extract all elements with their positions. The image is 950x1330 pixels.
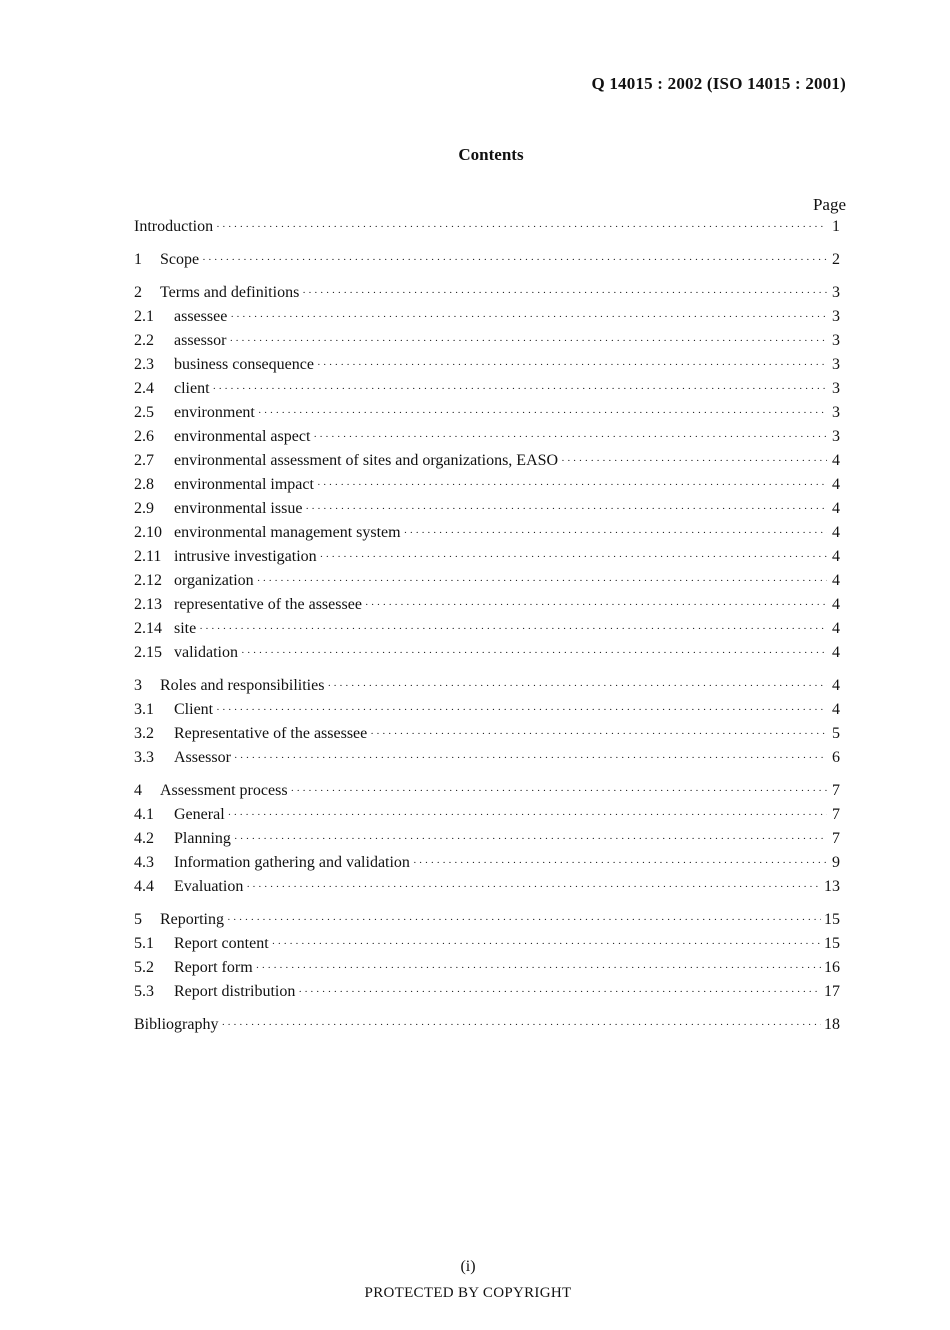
toc-entry[interactable] [134,305,840,329]
dot-leader [302,281,827,305]
toc-entry[interactable] [134,593,840,617]
toc-group [134,281,840,665]
toc-entry-page: 4 [832,701,840,718]
toc-entry[interactable] [134,851,840,875]
toc-entry-page: 3 [832,428,840,445]
dot-leader [202,248,827,272]
toc-entry-label: Terms and definitions [160,284,300,301]
toc-entry-page: 15 [824,935,840,952]
toc-entry-number: 5.2 [134,959,154,976]
toc-entry-page: 4 [832,620,840,637]
dot-leader [216,698,827,722]
toc-entry-number: 5 [134,911,142,928]
dot-leader [561,449,827,473]
toc-entry[interactable] [134,956,840,980]
dot-leader [258,401,827,425]
dot-leader [320,545,827,569]
dot-leader [234,746,827,770]
toc-entry[interactable] [134,248,840,272]
toc-entry-label: environmental issue [174,500,303,517]
toc-entry[interactable] [134,425,840,449]
toc-entry-page: 4 [832,452,840,469]
dot-leader [365,593,827,617]
toc-entry[interactable] [134,779,840,803]
dot-leader [370,722,827,746]
toc-entry-number: 2.6 [134,428,154,445]
toc-entry-number: 4.3 [134,854,154,871]
toc-entry-label: environmental assessment of sites and organizations, EASO [174,452,559,469]
toc-entry[interactable] [134,521,840,545]
toc-entry-page: 3 [832,332,840,349]
toc-entry[interactable] [134,1013,840,1037]
toc-entry-label: Report content [174,935,269,952]
toc-entry-number: 5.3 [134,983,154,1000]
toc-entry-page: 7 [832,830,840,847]
toc-entry[interactable] [134,932,840,956]
toc-entry[interactable] [134,980,840,1004]
dot-leader [413,851,827,875]
page-column-label: Page [812,195,846,214]
toc-entry[interactable] [134,674,840,698]
toc-entry-label: Roles and responsibilities [160,677,325,694]
dot-leader [228,803,827,827]
toc-entry-number: 2.10 [134,524,162,541]
toc-entry-number: 4 [134,782,142,799]
toc-entry-number: 2.12 [134,572,162,589]
dot-leader [241,641,827,665]
toc-entry[interactable] [134,215,840,239]
toc-entry-number: 2.2 [134,332,154,349]
toc-entry-number: 3.3 [134,749,154,766]
dot-leader [221,1013,821,1037]
toc-entry-page: 2 [832,251,840,268]
toc-entry-number: 2.7 [134,452,154,469]
toc-entry-label: assessor [174,332,227,349]
dot-leader [404,521,827,545]
toc-entry-page: 4 [832,644,840,661]
dot-leader [213,377,827,401]
toc-entry-page: 18 [824,1016,840,1033]
toc-entry-page: 16 [824,959,840,976]
toc-entry-label: environmental management system [174,524,401,541]
toc-entry-label: Bibliography [134,1016,219,1033]
dot-leader [230,305,827,329]
toc-entry-page: 13 [824,878,840,895]
dot-leader [327,674,827,698]
toc-entry-number: 3.2 [134,725,154,742]
toc-entry-page: 3 [832,404,840,421]
toc-entry[interactable] [134,722,840,746]
dot-leader [305,497,827,521]
toc-entry-label: Report form [174,959,253,976]
toc-entry-label: validation [174,644,238,661]
dot-leader [227,908,821,932]
toc-entry[interactable] [134,827,840,851]
toc-entry-label: Assessor [174,749,231,766]
toc-entry-label: Reporting [160,911,224,928]
toc-entry-number: 2.13 [134,596,162,613]
dot-leader [298,980,821,1004]
toc-entry-number: 4.1 [134,806,154,823]
toc-entry-page: 1 [832,218,840,235]
toc-group [134,674,840,770]
dot-leader [313,425,827,449]
toc-entry[interactable] [134,617,840,641]
footer-copyright: PROTECTED BY COPYRIGHT [364,1285,572,1301]
toc-entry[interactable] [134,698,840,722]
toc-entry-number: 5.1 [134,935,154,952]
toc-entry[interactable] [134,641,840,665]
toc-entry-label: organization [174,572,254,589]
toc-entry-label: site [174,620,197,637]
toc-entry-page: 7 [832,806,840,823]
toc-entry-page: 4 [832,500,840,517]
toc-entry-label: Introduction [134,218,214,235]
toc-entry-label: General [174,806,225,823]
toc-entry[interactable] [134,908,840,932]
toc-entry[interactable] [134,545,840,569]
toc-group [134,215,840,239]
toc-group [134,779,840,899]
toc-entry-page: 3 [832,380,840,397]
toc-entry[interactable] [134,473,840,497]
toc-entry[interactable] [134,377,840,401]
dot-leader [291,779,827,803]
toc-entry[interactable] [134,569,840,593]
toc-entry-number: 3.1 [134,701,154,718]
toc-entry-label: representative of the assessee [174,596,362,613]
toc-entry-number: 4.4 [134,878,154,895]
dot-leader [229,329,827,353]
toc-group [134,1013,840,1037]
dot-leader [257,569,827,593]
toc-entry-number: 4.2 [134,830,154,847]
table-of-contents [134,215,840,1046]
toc-entry-number: 2.5 [134,404,154,421]
toc-entry-label: environmental impact [174,476,314,493]
toc-entry-label: Assessment process [160,782,288,799]
toc-entry-page: 6 [832,749,840,766]
toc-entry-page: 7 [832,782,840,799]
toc-entry-label: intrusive investigation [174,548,317,565]
toc-entry[interactable] [134,353,840,377]
toc-entry-page: 17 [824,983,840,1000]
toc-entry-page: 4 [832,572,840,589]
toc-entry-label: Representative of the assessee [174,725,368,742]
toc-entry-label: Information gathering and validation [174,854,410,871]
toc-entry-page: 5 [832,725,840,742]
toc-entry-label: Planning [174,830,231,847]
dot-leader [216,215,827,239]
toc-entry-number: 2.11 [134,548,162,565]
toc-entry-number: 2.3 [134,356,154,373]
toc-entry-page: 15 [824,911,840,928]
toc-entry[interactable] [134,281,840,305]
toc-entry-label: business consequence [174,356,314,373]
toc-entry-number: 2 [134,284,142,301]
toc-entry-number: 2.4 [134,380,154,397]
dot-leader [256,956,821,980]
toc-entry-number: 2.15 [134,644,162,661]
toc-entry-number: 2.1 [134,308,154,325]
dot-leader [199,617,827,641]
toc-entry-page: 3 [832,308,840,325]
toc-entry-label: Client [174,701,214,718]
toc-entry[interactable] [134,401,840,425]
toc-entry-page: 3 [832,356,840,373]
dot-leader [317,353,827,377]
toc-entry[interactable] [134,803,840,827]
toc-entry[interactable] [134,746,840,770]
contents-title: Contents [458,145,524,164]
toc-entry[interactable] [134,329,840,353]
dot-leader [317,473,827,497]
toc-entry-label: environmental aspect [174,428,311,445]
toc-entry[interactable] [134,875,840,899]
footer-page-number: (i) [460,1258,476,1275]
toc-entry-label: Evaluation [174,878,244,895]
toc-entry-page: 4 [832,476,840,493]
dot-leader [272,932,821,956]
toc-entry-number: 3 [134,677,142,694]
toc-entry[interactable] [134,449,840,473]
toc-entry-page: 4 [832,524,840,541]
toc-entry-number: 2.8 [134,476,154,493]
toc-group [134,908,840,1004]
toc-entry-page: 4 [832,677,840,694]
toc-entry-number: 2.14 [134,620,162,637]
toc-entry-label: environment [174,404,255,421]
toc-entry-label: Report distribution [174,983,296,1000]
toc-group [134,248,840,272]
document-id-header: Q 14015 : 2002 (ISO 14015 : 2001) [591,74,846,93]
dot-leader [246,875,821,899]
toc-entry-label: Scope [160,251,200,268]
toc-entry-page: 9 [832,854,840,871]
toc-entry-page: 3 [832,284,840,301]
dot-leader [234,827,827,851]
toc-entry-page: 4 [832,548,840,565]
toc-entry-label: client [174,380,210,397]
toc-entry-number: 2.9 [134,500,154,517]
toc-entry[interactable] [134,497,840,521]
toc-entry-page: 4 [832,596,840,613]
toc-entry-label: assessee [174,308,228,325]
toc-entry-number: 1 [134,251,142,268]
